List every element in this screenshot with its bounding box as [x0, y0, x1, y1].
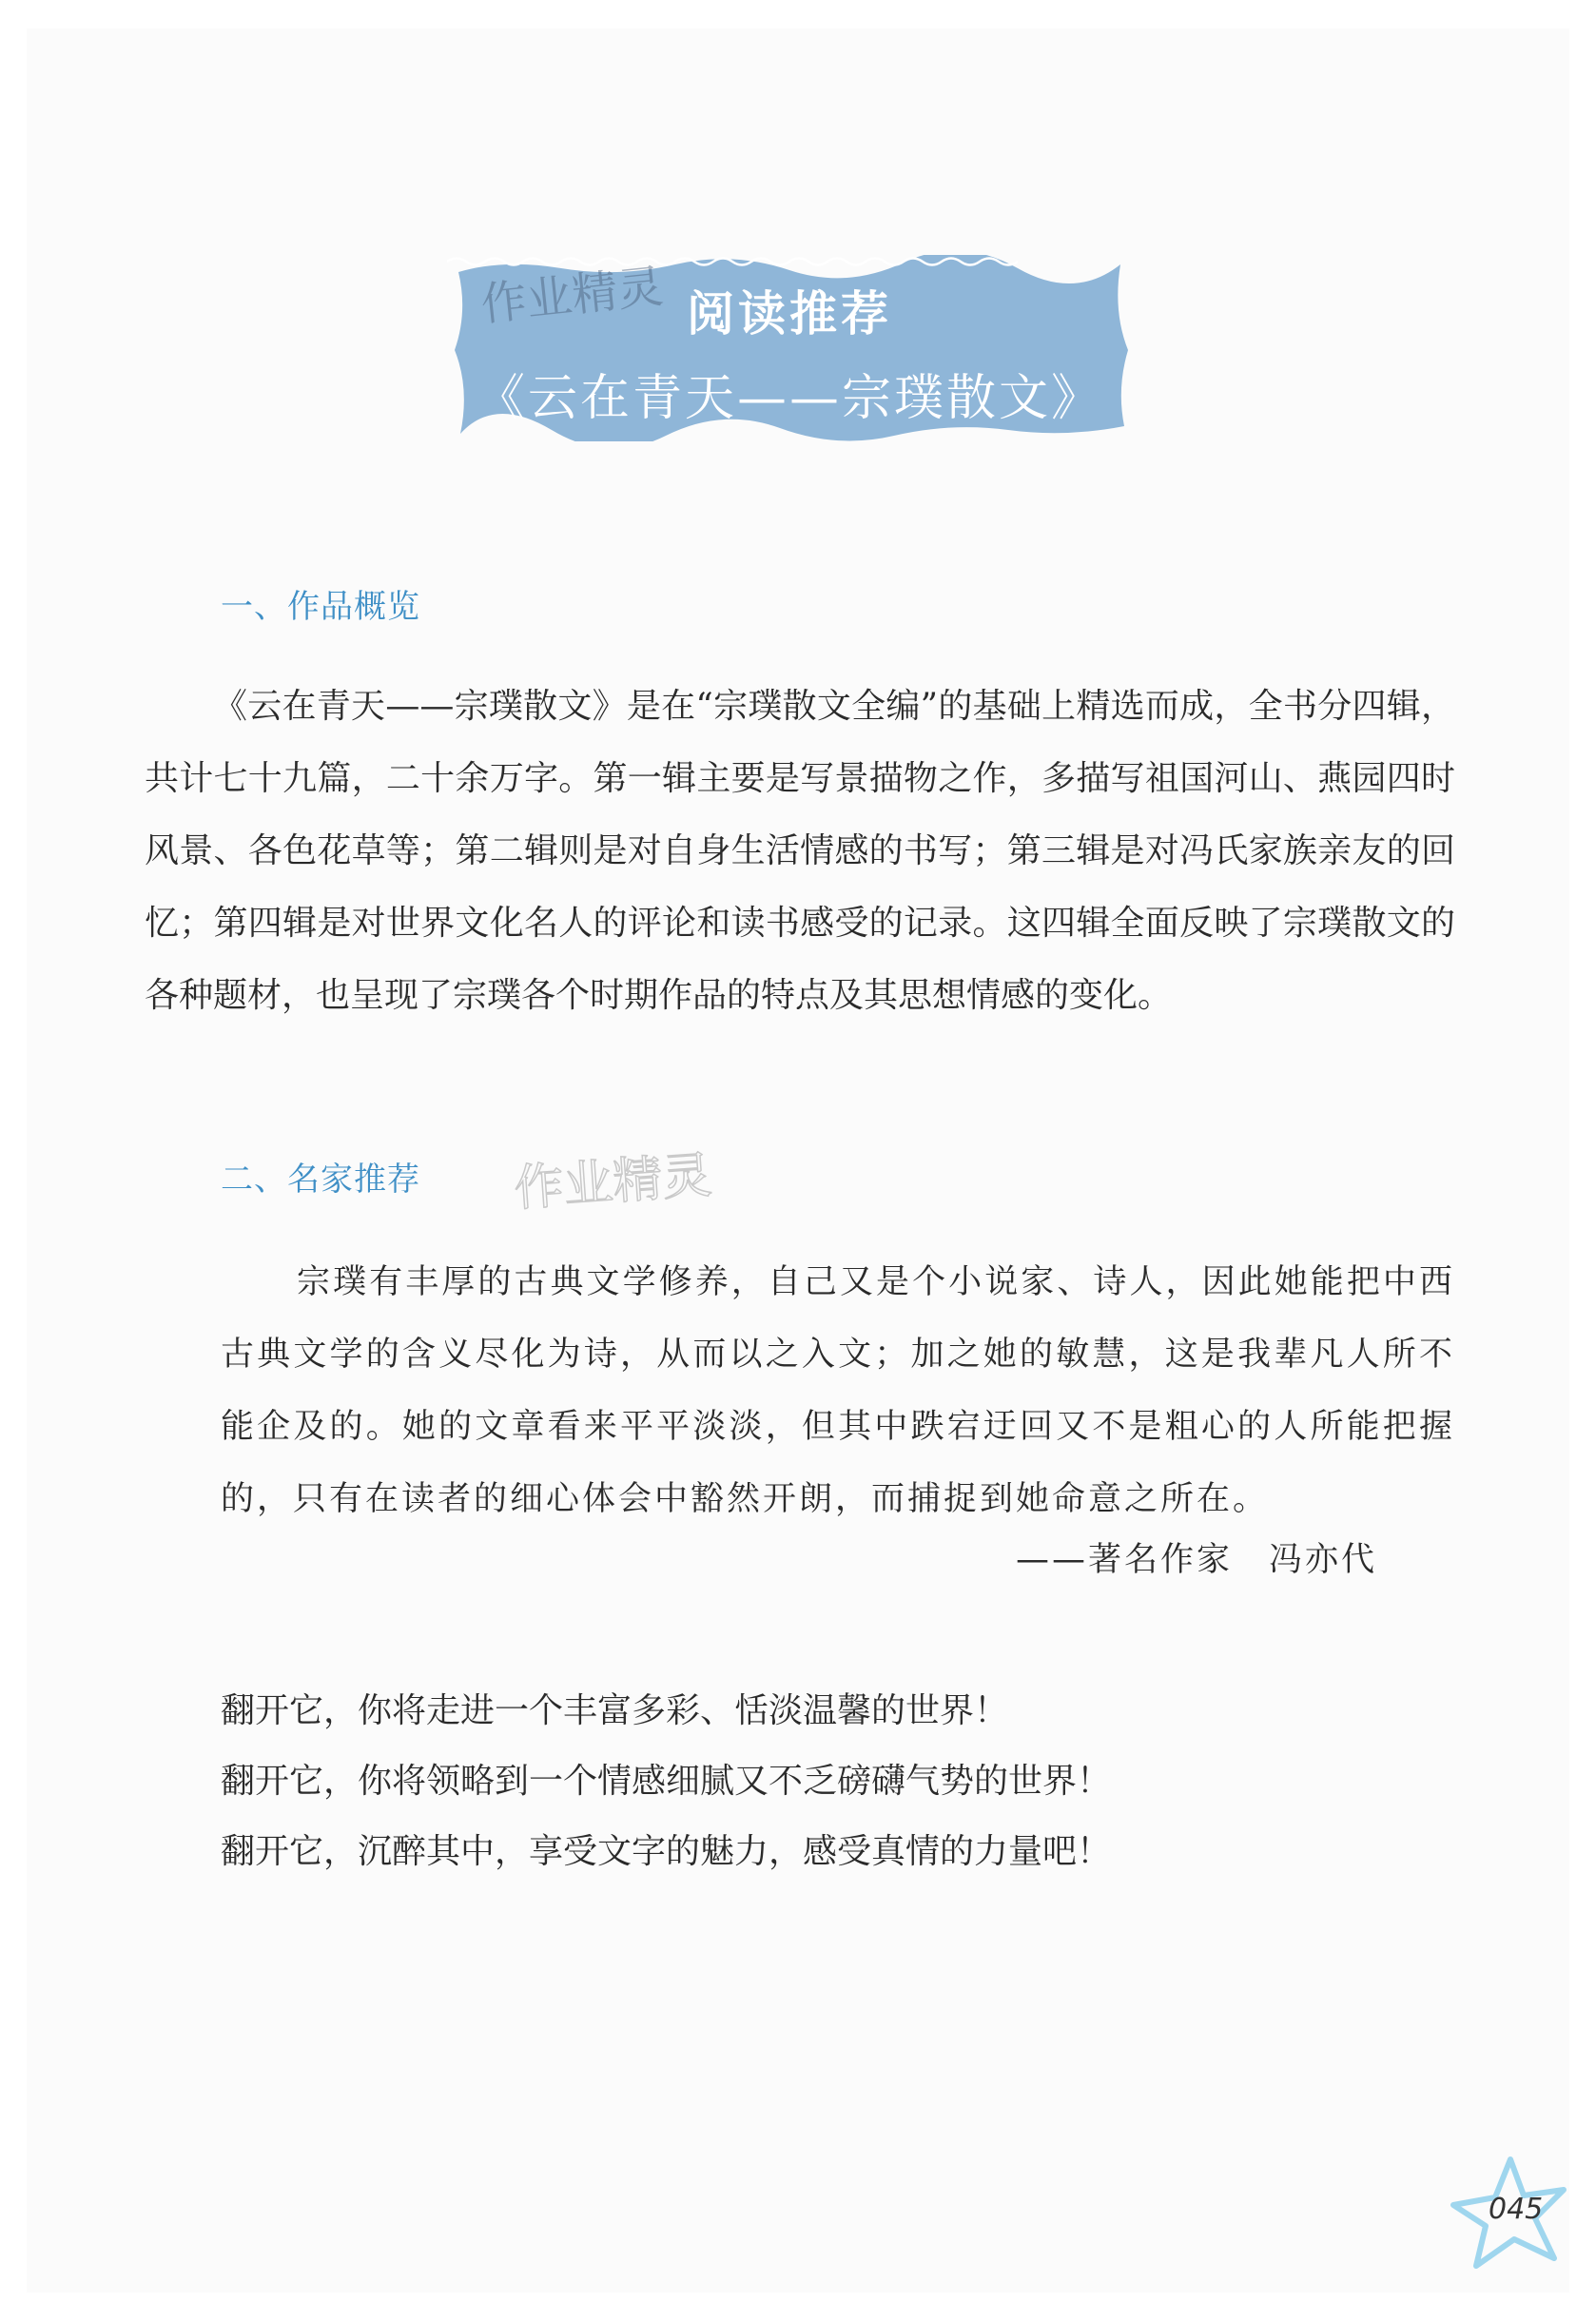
overview-paragraph: 《云在青天——宗璞散文》是在“宗璞散文全编”的基础上精选而成，全书分四辑，共计七十九篇，二十余万字。第一辑主要是写景描物之作，多描写祖国河山、燕园四时风景、各色花草等；第二辑则是对自身生活情感的书写；第三辑是对冯氏家族亲友的回忆；第四辑是对世界文化名人的评论和读书感受的记录。这四辑全面反映了宗璞散文的各种题材，也呈现了宗璞各个时期作品的特点及其思想情感的变化。	[145, 687, 1455, 1015]
closing-lines	[221, 1676, 1111, 1887]
banner-title: 阅读推荐	[687, 286, 892, 341]
quote-signature: ——著名作家 冯亦代	[1015, 1541, 1377, 1579]
section-heading-overview: 一、作品概览	[221, 588, 420, 626]
closing-line: 翻开它，你将领略到一个情感细腻又不乏磅礴气势的世界！	[221, 1762, 1112, 1801]
watermark: 作业精灵	[478, 260, 666, 332]
page-number: 045	[1489, 2193, 1544, 2226]
closing-line: 翻开它，你将走进一个丰富多彩、恬淡温馨的世界！	[221, 1691, 1009, 1730]
banner-book-title: 《云在青天——宗璞散文》	[475, 370, 1103, 427]
recommendation-quote: 宗璞有丰厚的古典文学修养，自己又是个小说家、诗人，因此她能把中西古典文学的含义尽化为诗，从而以之入文；加之她的敏慧，这是我辈凡人所不能企及的。她的文章看来平平淡淡，但其中跌宕迂回又不是粗心的人所能把握的，只有在读者的细心体会中豁然开朗，而捕捉到她命意之所在。	[221, 1263, 1455, 1518]
section-heading-recommendation: 二、名家推荐	[221, 1161, 420, 1199]
closing-line: 翻开它，沉醉其中，享受文字的魅力，感受真情的力量吧！	[221, 1832, 1112, 1871]
watermark: 作业精灵	[512, 1146, 714, 1219]
